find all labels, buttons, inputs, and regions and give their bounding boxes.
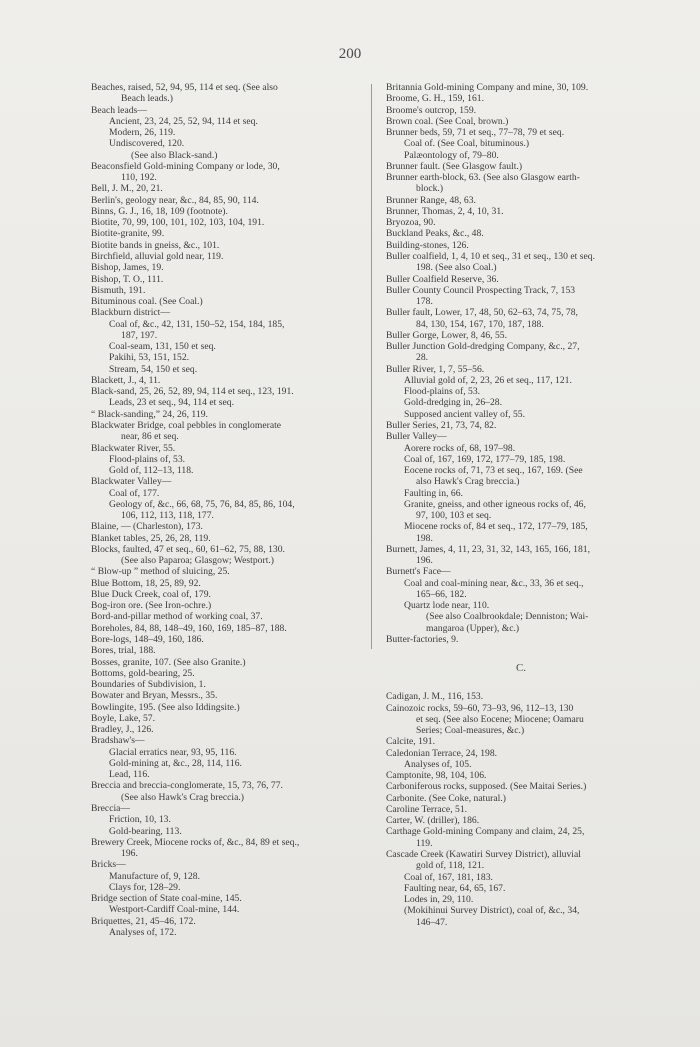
- index-entry-line: Coal and coal-mining near, &c., 33, 36 et seq.,: [404, 577, 584, 589]
- index-entry-line: Buller Series, 21, 73, 74, 82.: [386, 419, 497, 431]
- index-entry-line: Analyses of, 172.: [109, 926, 177, 938]
- index-entry-line: Alluvial gold of, 2, 23, 26 et seq., 117, 121.: [404, 374, 572, 386]
- index-entry-line: Biotite bands in gneiss, &c., 101.: [91, 239, 220, 251]
- index-entry-line: Cadigan, J. M., 116, 153.: [386, 691, 484, 703]
- index-entry-line: Buller coalfield, 1, 4, 10 et seq., 31 et seq., 130 et seq.: [386, 250, 595, 262]
- index-entry-line: Supposed ancient valley of, 55.: [404, 408, 526, 420]
- index-entry-line: Bosses, granite, 107. (See also Granite.): [91, 656, 246, 668]
- index-entry-line: 110, 192.: [121, 172, 157, 184]
- index-entry-line: Bore-logs, 148–49, 160, 186.: [91, 634, 204, 646]
- index-entry-line: Boreholes, 84, 88, 148–49, 160, 169, 185–87, 188.: [91, 622, 287, 634]
- index-entry-line: Carthage Gold-mining Company and claim, 24, 25,: [386, 826, 585, 838]
- index-entry-line: Friction, 10, 13.: [109, 814, 171, 826]
- index-entry-line: Buckland Peaks, &c., 48.: [386, 228, 484, 240]
- index-entry-line: Bryozoa, 90.: [386, 217, 436, 229]
- index-entry-line: Breccia—: [91, 803, 131, 814]
- index-entry-line: Boyle, Lake, 57.: [91, 712, 155, 724]
- index-entry-line: Bell, J. M., 20, 21.: [91, 183, 163, 195]
- index-entry-line: Brunner fault. (See Glasgow fault.): [386, 160, 523, 172]
- index-entry-line: Broome, G. H., 159, 161.: [386, 93, 485, 105]
- index-entry-line: Gold of, 112–13, 118.: [109, 465, 194, 477]
- index-entry-line: Faulting in, 66.: [404, 487, 463, 499]
- column-divider: [371, 84, 372, 649]
- index-entry-line: Blackwater River, 55.: [91, 442, 176, 454]
- index-entry-line: Modern, 26, 119.: [109, 127, 176, 139]
- index-entry-line: block.): [416, 183, 444, 195]
- index-entry-line: Glacial erratics near, 93, 95, 116.: [109, 746, 237, 758]
- index-entry-line: Blackett, J., 4, 11.: [91, 374, 161, 386]
- index-entry-line: Brunner earth-block, 63. (See also Glasgow earth-: [386, 172, 580, 184]
- index-entry-line: Buller County Council Prospecting Track, 7, 153: [386, 284, 576, 296]
- index-entry-line: Butter-factories, 9.: [386, 634, 459, 646]
- index-entry-line: Black-sand, 25, 26, 52, 89, 94, 114 et seq., 123, 191.: [91, 386, 294, 398]
- index-entry-line: Series; Coal-measures, &c.): [416, 725, 525, 737]
- index-entry-line: Blue Bottom, 18, 25, 89, 92.: [91, 577, 201, 589]
- index-entry-line: Gold-mining at, &c., 28, 114, 116.: [109, 757, 242, 769]
- index-entry-line: Beach leads—: [91, 104, 147, 116]
- index-entry-line: et seq. (See also Eocene; Miocene; Oamaru: [416, 713, 584, 725]
- index-entry-line: Buller Valley—: [386, 431, 447, 443]
- index-entry-line: 106, 112, 113, 118, 177.: [121, 510, 214, 522]
- index-entry-line: Caledonian Terrace, 24, 198.: [386, 747, 498, 759]
- index-entry-line: also Hawk's Crag breccia.): [416, 476, 520, 488]
- index-entry-line: Bishop, James, 19.: [91, 262, 164, 274]
- index-entry-line: Carboniferous rocks, supposed. (See Maitai Series.): [386, 781, 587, 793]
- index-entry-line: Calcite, 191.: [386, 736, 436, 748]
- index-entry-line: Bradshaw's—: [91, 735, 145, 747]
- index-entry-line: Faulting near, 64, 65, 167.: [404, 882, 506, 894]
- index-entry-line: Cascade Creek (Kawatiri Survey District), alluvial: [386, 849, 581, 860]
- index-entry-line: Coal of, &c., 42, 131, 150–52, 154, 184, 185,: [109, 318, 285, 330]
- index-entry-line: Coal of. (See Coal, bituminous.): [404, 138, 530, 150]
- index-entry-line: Building-stones, 126.: [386, 239, 469, 251]
- index-entry-line: Granite, gneiss, and other igneous rocks of, 46,: [404, 498, 586, 510]
- index-entry-line: Lead, 116.: [109, 769, 150, 781]
- index-entry-line: Blanket tables, 25, 26, 28, 119.: [91, 532, 211, 544]
- index-entry-line: 165–66, 182.: [416, 588, 467, 600]
- index-entry-line: Coal-seam, 131, 150 et seq.: [109, 341, 216, 353]
- index-section-heading: C.: [515, 662, 527, 675]
- index-entry-line: Beaconsfield Gold-mining Company or lode, 30,: [91, 160, 280, 172]
- index-entry-line: 84, 130, 154, 167, 170, 187, 188.: [416, 318, 544, 330]
- index-entry-line: Beach leads.): [121, 93, 173, 105]
- index-entry-line: Brunner Range, 48, 63.: [386, 194, 476, 206]
- index-entry-line: (See also Coalbrookdale; Denniston; Wai-: [426, 611, 589, 623]
- index-entry-line: Blocks, faulted, 47 et seq., 60, 61–62, 75, 88, 130.: [91, 543, 285, 555]
- index-entry-line: Bottoms, gold-bearing, 25.: [91, 667, 195, 679]
- index-entry-line: Analyses of, 105.: [404, 758, 472, 770]
- index-entry-line: near, 86 et seq.: [121, 431, 179, 443]
- index-entry-line: Bradley, J., 126.: [91, 724, 154, 736]
- index-entry-line: Coal of, 177.: [109, 487, 160, 499]
- index-entry-line: Brewery Creek, Miocene rocks of, &c., 84, 89 et seq.,: [91, 836, 300, 848]
- index-entry-line: Aorere rocks of, 68, 197–98.: [404, 442, 516, 454]
- index-entry-line: gold of, 118, 121.: [416, 860, 485, 872]
- index-entry-line: Bores, trial, 188.: [91, 645, 156, 657]
- index-entry-line: Stream, 54, 150 et seq.: [109, 363, 198, 375]
- index-entry-line: Geology of, &c., 66, 68, 75, 76, 84, 85, 86, 104,: [109, 498, 295, 510]
- index-entry-line: Pakihi, 53, 151, 152.: [109, 352, 190, 364]
- index-entry-line: 198. (See also Coal.): [416, 262, 497, 274]
- index-entry-line: Bord-and-pillar method of working coal, 37.: [91, 611, 263, 623]
- index-entry-line: Quartz lode near, 110.: [404, 600, 490, 612]
- index-entry-line: Eocene rocks of, 71, 73 et seq., 167, 169. (See: [404, 465, 583, 477]
- index-entry-line: Bridge section of State coal-mine, 145.: [91, 893, 242, 905]
- index-entry-line: Blackwater Bridge, coal pebbles in conglomerate: [91, 419, 282, 431]
- index-entry-line: 28.: [416, 352, 429, 364]
- index-entry-line: Bog-iron ore. (See Iron-ochre.): [91, 600, 212, 612]
- index-entry-line: (Mokihinui Survey District), coal of, &c., 34,: [404, 905, 580, 917]
- index-entry-line: Cainozoic rocks, 59–60, 73–93, 96, 112–13, 130: [386, 702, 574, 714]
- index-entry-line: 178.: [416, 296, 433, 308]
- index-column-left: [91, 82, 357, 938]
- index-entry-line: Blue Duck Creek, coal of, 179.: [91, 588, 211, 600]
- index-entry-line: Briquettes, 21, 45–46, 172.: [91, 915, 196, 927]
- index-entry-line: Burnett, James, 4, 11, 23, 31, 32, 143, 165, 166, 181,: [386, 543, 591, 555]
- index-entry-line: Boundaries of Subdivision, 1.: [91, 679, 206, 691]
- index-entry-line: Broome's outcrop, 159.: [386, 104, 477, 116]
- index-entry-line: Undiscovered, 120.: [109, 138, 185, 150]
- index-entry-line: Coal of, 167, 169, 172, 177–79, 185, 198.: [404, 453, 566, 465]
- index-column-right: [386, 82, 656, 928]
- index-entry-line: Brown coal. (See Coal, brown.): [386, 115, 509, 127]
- index-entry-line: Carter, W. (driller), 186.: [386, 815, 480, 827]
- index-entry-line: (See also Paparoa; Glasgow; Westport.): [121, 555, 275, 567]
- index-entry-line: 196.: [416, 555, 433, 567]
- index-entry-line: Biotite, 70, 99, 100, 101, 102, 103, 104, 191.: [91, 217, 265, 229]
- index-entry-line: 146–47.: [416, 916, 448, 928]
- index-entry-line: “ Black-sanding,” 24, 26, 119.: [91, 408, 208, 420]
- index-entry-line: Miocene rocks of, 84 et seq., 172, 177–79, 185,: [404, 521, 588, 533]
- index-entry-line: Coal of, 167, 181, 183.: [404, 871, 493, 883]
- index-entry-line: Buller fault, Lower, 17, 48, 50, 62–63, 74, 75, 78,: [386, 307, 578, 319]
- index-entry-line: Flood-plains of, 53.: [404, 386, 481, 398]
- index-entry-line: Bricks—: [91, 859, 126, 871]
- index-entry-line: Bismuth, 191.: [91, 284, 146, 296]
- index-entry-line: Bituminous coal. (See Coal.): [91, 296, 203, 308]
- index-entry-line: 119.: [416, 837, 433, 849]
- index-entry-line: 196.: [121, 848, 138, 860]
- index-entry-line: Carbonite. (See Coke, natural.): [386, 792, 506, 804]
- index-entry-line: Gold-bearing, 113.: [109, 825, 182, 837]
- index-entry-line: Blackburn district—: [91, 307, 170, 319]
- index-entry-line: Britannia Gold-mining Company and mine, 30, 109.: [386, 82, 589, 93]
- index-entry-line: 97, 100, 103 et seq.: [416, 510, 492, 522]
- index-entry-line: Westport-Cardiff Coal-mine, 144.: [109, 904, 240, 916]
- index-entry-line: Beaches, raised, 52, 94, 95, 114 et seq. (See also: [91, 82, 278, 93]
- index-entry-line: Breccia and breccia-conglomerate, 15, 73, 76, 77.: [91, 780, 283, 792]
- index-entry-line: Manufacture of, 9, 128.: [109, 870, 201, 882]
- index-entry-line: Brunner beds, 59, 71 et seq., 77–78, 79 et seq.: [386, 127, 565, 139]
- index-entry-line: Leads, 23 et seq., 94, 114 et seq.: [109, 397, 235, 409]
- index-entry-line: Bishop, T. O., 111.: [91, 273, 164, 285]
- index-entry-line: Gold-dredging in, 26–28.: [404, 397, 503, 409]
- index-entry-line: Palæontology of, 79–80.: [404, 149, 499, 161]
- index-entry-line: Buller River, 1, 7, 55–56.: [386, 363, 485, 375]
- index-entry-line: Camptonite, 98, 104, 106.: [386, 770, 487, 782]
- index-entry-line: Brunner, Thomas, 2, 4, 10, 31.: [386, 205, 504, 217]
- index-entry-line: Birchfield, alluvial gold near, 119.: [91, 250, 224, 262]
- index-entry-line: Lodes in, 29, 110.: [404, 894, 474, 906]
- index-entry-line: Biotite-granite, 99.: [91, 228, 165, 240]
- index-entry-line: Bowater and Bryan, Messrs., 35.: [91, 690, 218, 702]
- index-entry-line: (See also Black-sand.): [131, 149, 218, 161]
- index-entry-line: 198.: [416, 532, 433, 544]
- index-entry-line: 187, 197.: [121, 329, 158, 341]
- index-entry-line: Blaine, — (Charleston), 173.: [91, 521, 203, 533]
- index-entry-line: Burnett's Face—: [386, 566, 451, 578]
- index-entry-line: Bowlingite, 195. (See also Iddingsite.): [91, 701, 240, 713]
- index-entry-line: mangaroa (Upper), &c.): [426, 622, 520, 634]
- index-entry-line: Clays for, 128–29.: [109, 881, 181, 893]
- index-entry-line: Blackwater Valley—: [91, 476, 172, 488]
- index-entry-line: Buller Junction Gold-dredging Company, &c., 27,: [386, 341, 580, 353]
- page-number: 200: [338, 46, 362, 62]
- index-entry-line: Binns, G. J., 16, 18, 109 (footnote).: [91, 205, 228, 217]
- index-entry-line: Flood-plains of, 53.: [109, 453, 186, 465]
- index-entry-line: Buller Coalfield Reserve, 36.: [386, 273, 499, 285]
- index-entry-line: Ancient, 23, 24, 25, 52, 94, 114 et seq.: [109, 115, 258, 127]
- index-entry-line: Berlin's, geology near, &c., 84, 85, 90, 114.: [91, 194, 259, 206]
- index-entry-line: Caroline Terrace, 51.: [386, 803, 468, 815]
- index-entry-line: (See also Hawk's Crag breccia.): [121, 791, 245, 803]
- index-entry-line: “ Blow-up ” method of sluicing, 25.: [91, 566, 230, 578]
- index-entry-line: Buller Gorge, Lower, 8, 46, 55.: [386, 329, 508, 341]
